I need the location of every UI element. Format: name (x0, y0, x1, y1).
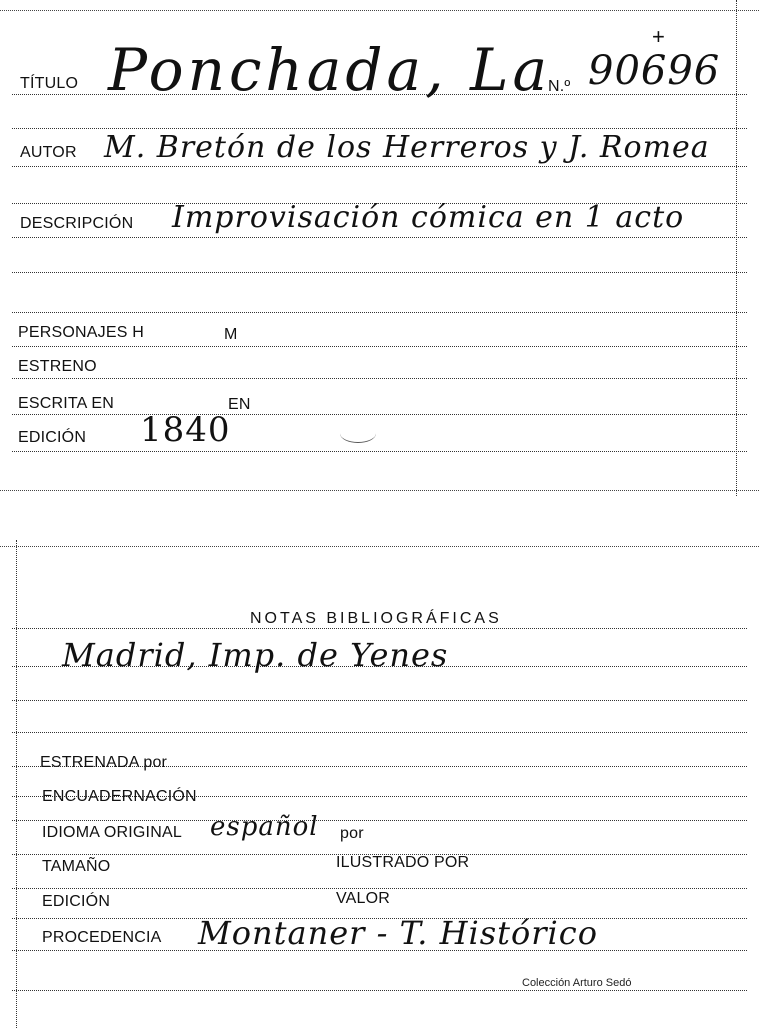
estrenada-label: ESTRENADA por (40, 754, 168, 771)
personajes-label: PERSONAJES H (18, 324, 144, 341)
ilustrado-label: ILUSTRADO POR (336, 854, 470, 871)
titulo-label: TÍTULO (20, 75, 79, 92)
card-edge-left (16, 540, 17, 1028)
edicion-year-value: 1840 (140, 410, 231, 450)
rule-line (12, 888, 747, 889)
autor-value: M. Bretón de los Herreros y J. Romea (104, 130, 710, 165)
escrita-en-label: EN (228, 396, 251, 413)
card-edge-right (736, 0, 737, 496)
numero-value: 90696 (588, 48, 721, 94)
personajes-m-label: M (224, 326, 238, 343)
idioma-value: español (210, 812, 319, 842)
escrita-label: ESCRITA EN (18, 395, 114, 412)
rule-line (12, 820, 747, 821)
cross-mark: + (652, 24, 665, 49)
catalog-card-front (0, 0, 759, 496)
rule-line (12, 451, 747, 452)
catalog-card-back (0, 540, 759, 1028)
idioma-por-label: por (340, 825, 364, 842)
rule-line (12, 414, 747, 415)
rule-line (12, 378, 747, 379)
card-edge-top (0, 10, 759, 11)
rule-line (12, 700, 747, 701)
rule-line (12, 272, 747, 273)
edicion-label: EDICIÓN (18, 429, 87, 446)
encuadernacion-label: ENCUADERNACIÓN (42, 788, 197, 805)
idioma-label: IDIOMA ORIGINAL (42, 824, 182, 841)
rule-line (12, 237, 747, 238)
notas-heading: NOTAS BIBLIOGRÁFICAS (250, 610, 502, 627)
rule-line (12, 312, 747, 313)
edicion-label-back: EDICIÓN (42, 893, 111, 910)
titulo-value: Ponchada, La (108, 36, 552, 104)
procedencia-label: PROCEDENCIA (42, 929, 162, 946)
rule-line (12, 628, 747, 629)
rule-line (12, 732, 747, 733)
autor-label: AUTOR (20, 144, 77, 161)
card-edge-bottom (0, 490, 759, 491)
card-edge-top (0, 546, 759, 547)
rule-line (12, 128, 747, 129)
descripcion-value: Improvisación cómica en 1 acto (172, 200, 685, 235)
coleccion-stamp: Colección Arturo Sedó (522, 977, 632, 989)
numero-label: N.º (548, 78, 571, 95)
procedencia-value: Montaner - T. Histórico (198, 914, 598, 952)
rule-line (12, 346, 747, 347)
descripcion-label: DESCRIPCIÓN (20, 215, 134, 232)
tamano-label: TAMAÑO (42, 858, 111, 875)
notas-value: Madrid, Imp. de Yenes (62, 636, 449, 674)
smudge-mark (340, 424, 376, 443)
rule-line (12, 990, 747, 991)
rule-line (12, 166, 747, 167)
estreno-label: ESTRENO (18, 358, 97, 375)
valor-label: VALOR (336, 890, 391, 907)
